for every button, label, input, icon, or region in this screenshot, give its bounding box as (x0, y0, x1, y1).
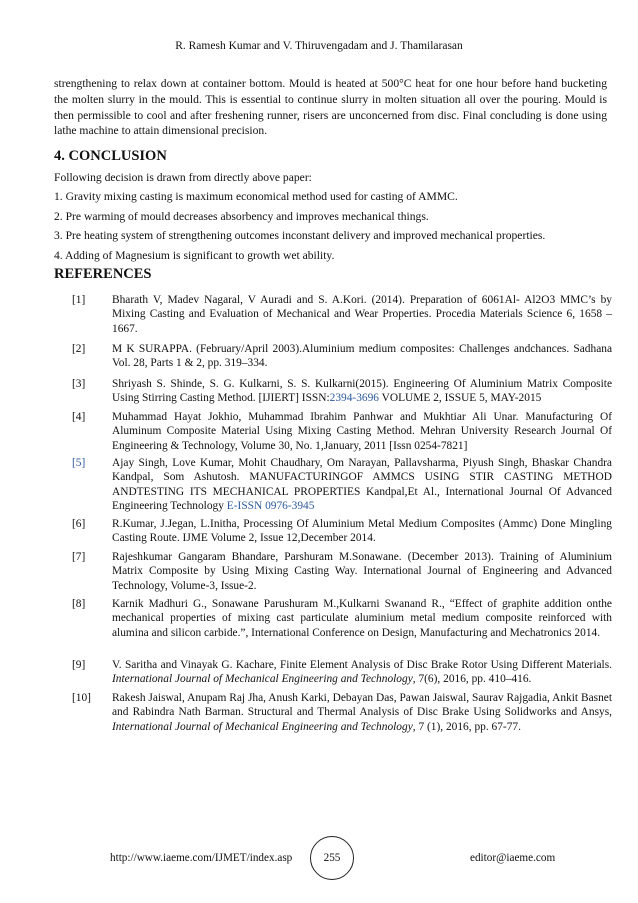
reference-text: Rakesh Jaiswal, Anupam Raj Jha, Anush Karki, Debayan Das, Pawan Jaiswal, Saurav Rajgadia, Ankit Basnet and Rabindra Nath Barman. Structural and Thermal Analysis of Disc Brake Using Solidworks and Ansys, International Journal of Mechanical Engineering and Technology, 7 (1), 2016, pp. 67-77. (112, 692, 612, 733)
intro-paragraph: strengthening to relax down at container bottom. Mould is heated at 500°C heat for one hour before hand bucketing the molten slurry in the mould. This is essential to continue slurry in molten situation all over the pouring. Mould is then permissible to cool and after freshening runner, risers are unconcerned from disc. Final concluding is done using lathe machine to attain dimensional precision. (54, 77, 607, 138)
reference-text: M K SURAPPA. (February/April 2003).Aluminium medium composites: Challenges andchances. Sadhana Vol. 28, Parts 1 & 2, pp. 319–334. (112, 343, 612, 370)
reference-text: Ajay Singh, Love Kumar, Mohit Chaudhary, Om Narayan, Pallavsharma, Piyush Singh, Bhaskar Chandra Kandpal, Som Ashutosh. MANUFACTURINGOF AMMCS USING STIR CASTING METHOD ANDTESTING ITS MECHANICAL PROPERTIES Kandpal,Et Al., International Journal Of Advanced Engineering Technology E-ISSN 0976-3945 (112, 457, 612, 513)
reference-item (72, 377, 612, 406)
issn-link[interactable]: 2394-3696 (329, 392, 379, 405)
reference-number: [2] (72, 343, 86, 355)
reference-text: Shriyash S. Shinde, S. G. Kulkarni, S. S. Kulkarni(2015). Engineering Of Aluminium Matrix Composite Using Stirring Casting Method. [IJIERT] ISSN:2394-3696 VOLUME 2, ISSUE 5, MAY-2015 (112, 378, 612, 405)
footer-url-link[interactable]: http://www.iaeme.com/IJMET/index.asp (110, 852, 293, 864)
reference-number: [6] (72, 518, 86, 530)
reference-number: [1] (72, 294, 86, 306)
reference-text: R.Kumar, J.Jegan, L.Initha, Processing Of Aluminium Metal Medium Composites (Ammc) Done Mingling Casting Route. IJME Volume 2, Issue 12,December 2014. (112, 518, 612, 545)
page-number: 255 (323, 852, 341, 864)
reference-item (72, 517, 612, 546)
reference-text: V. Saritha and Vinayak G. Kachare, Finite Element Analysis of Disc Brake Rotor Using Different Materials. International Journal of Mechanical Engineering and Technology, 7(6), 2016, pp. 410–416. (112, 659, 612, 686)
footer-email-link[interactable]: editor@iaeme.com (470, 852, 556, 864)
conclusion-item: 4. Adding of Magnesium is significant to growth wet ability. (54, 248, 335, 262)
reference-number: [8] (72, 598, 86, 610)
reference-text: Rajeshkumar Gangaram Bhandare, Parshuram M.Sonawane. (December 2013). Training of Aluminium Matrix Composite by Using Mixing Casting Way. International Journal of Engineering and Advanced Technology, Volume-3, Issue-2. (112, 551, 612, 592)
reference-text: Karnik Madhuri G., Sonawane Parushuram M.,Kulkarni Swanand R., “Effect of graphite addition onthe mechanical properties of mixing cast particulate aluminium metal medium composite reinforced with alumina and silicon carbide.”, International Conference on Design, Manufacturing and Mechatronics 2014. (112, 598, 612, 639)
running-head: R. Ramesh Kumar and V. Thiruvengadam and J. Thamilarasan (175, 40, 463, 52)
reference-item (72, 293, 612, 336)
reference-item (72, 550, 612, 593)
reference-number: [3] (72, 378, 86, 390)
conclusion-list (54, 168, 614, 265)
reference-number: [5] (72, 457, 86, 469)
reference-number: [10] (72, 692, 91, 704)
reference-item (72, 597, 612, 640)
conclusion-intro: Following decision is drawn from directly above paper: (54, 171, 312, 184)
reference-item (72, 456, 612, 514)
conclusion-heading: 4. CONCLUSION (54, 148, 167, 164)
reference-number: [4] (72, 411, 86, 423)
reference-item (72, 342, 612, 371)
reference-text: Muhammad Hayat Jokhio, Muhammad Ibrahim Panhwar and Mukhtiar Ali Unar. Manufacturing Of Aluminum Composite Material Using Mixing Casting Method. Mehran University Research Journal Of Engineering & Technology, Volume 30, No. 1,January, 2011 [Issn 0254-7821] (112, 411, 612, 452)
conclusion-item: 3. Pre heating system of strengthening outcomes inconstant delivery and improved mechanical properties. (54, 229, 546, 243)
reference-number: [9] (72, 659, 86, 671)
conclusion-item: 2. Pre warming of mould decreases absorbency and improves mechanical things. (54, 209, 429, 223)
reference-text: Bharath V, Madev Nagaral, V Auradi and S. A.Kori. (2014). Preparation of 6061Al- Al2O3 MMC’s by Mixing Casting and Evaluation of Mechanical and Wear Properties. Procedia Materials Science 6, 1658 –1667. (112, 294, 612, 335)
reference-item (72, 658, 612, 687)
reference-number: [7] (72, 551, 86, 563)
issn-link[interactable]: E-ISSN 0976-3945 (226, 500, 315, 513)
conclusion-item: 1. Gravity mixing casting is maximum economical method used for casting of AMMC. (54, 190, 458, 204)
references-heading: REFERENCES (54, 266, 152, 282)
reference-item (72, 691, 612, 734)
page-number-badge (310, 836, 354, 880)
reference-item (72, 410, 612, 453)
